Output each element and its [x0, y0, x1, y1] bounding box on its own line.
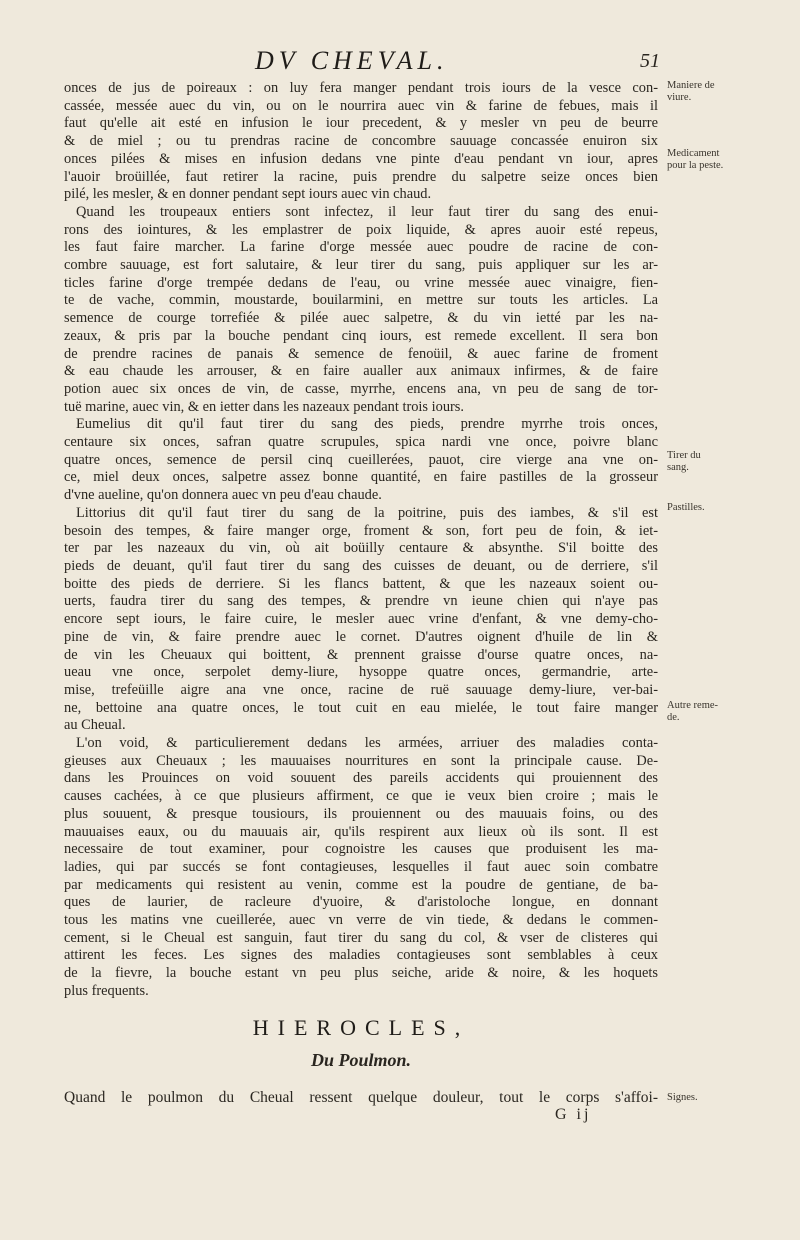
text-line: pilé, les mesler, & en donner pendant sept iours auec vin chaud. — [64, 186, 432, 203]
text-line: tous les matins vne cueillerée, auec vn verre de vin tiede, & dedans le commen- — [64, 912, 658, 929]
text-line: mauuaises eaux, ou du mauuais air, qu'ils respirent aux lieux où ils sont. Il est — [64, 823, 658, 840]
text-line: causes cachées, à ce que plusieurs affirment, ce que ie veux bien croire ; mais le — [64, 788, 658, 805]
text-line: Quand les troupeaux entiers sont infectez, il leur faut tirer du sang des enui- — [76, 203, 658, 220]
section-title: HIEROCLES, — [252, 1015, 470, 1040]
text-line: necessaire de tout examiner, pour cognoistre les causes que produisent les ma- — [64, 841, 658, 858]
margin-note-line: pour la peste. — [667, 160, 724, 171]
running-head: DV CHEVAL. — [255, 46, 449, 75]
text-line: encore sept iours, le faire cuire, le mesler auec vrine d'enfant, & vne demy-cho- — [64, 611, 658, 628]
text-line: uerts, faudra tirer du sang des tempes, & prendre vn ieune chien qui n'aye pas — [64, 593, 658, 610]
margin-note-line: Tirer du — [667, 450, 701, 461]
text-line: centaure six onces, safran quatre scrupules, spica nardi vne once, poivre blanc — [64, 434, 658, 451]
text-line: semence de courge torrefiée & pilée auec salpetre, & du vin ietté par les na- — [64, 310, 658, 327]
section-subtitle: Du Poulmon. — [310, 1050, 412, 1070]
text-line: faut qu'elle ait esté en infusion le iour precedent, & y mesler vn peu de beurre — [64, 115, 658, 132]
paragraph — [64, 505, 658, 735]
paragraph — [64, 204, 658, 416]
paragraph — [64, 416, 658, 505]
text-line: ne, bettoine ana quatre onces, le tout cuit en eau mielée, le tout faire manger — [64, 699, 658, 716]
margin-note-line: Signes. — [667, 1092, 698, 1103]
text-line: te de vache, commin, moustarde, bouilarmini, en mettre sur touts les articles. La — [64, 292, 658, 309]
text-line: & de miel ; ou tu prendras racine de concombre sauuage concassée enuiron six — [64, 133, 658, 150]
margin-note-tirer — [667, 450, 777, 474]
text-line: Eumelius dit qu'il faut tirer du sang des pieds, prendre myrrhe trois onces, — [76, 416, 658, 433]
text-line: Littorius dit qu'il faut tirer du sang de la poitrine, puis des iambes, & s'il est — [76, 504, 658, 521]
text-line: pine de vin, & faire prendre auec le cornet. D'autres oignent d'huile de lin & — [64, 628, 658, 645]
text-line: ter par les nazeaux du vin, où ait boüilly centaure & absynthe. S'il boitte des — [64, 540, 658, 557]
text-line: tuë marine, auec vin, & en ietter dans les nazeaux pendant trois iours. — [64, 398, 465, 415]
text-line: zeaux, & pris par la bouche pendant cinq iours, est remede excellent. Il sera bon — [64, 327, 658, 344]
margin-note-line: viure. — [667, 92, 692, 103]
margin-note-maniere — [667, 80, 777, 104]
text-line: au Cheual. — [64, 717, 126, 734]
margin-note-line: sang. — [667, 462, 689, 473]
main-text-block — [64, 80, 658, 1001]
text-line: combre sauuage, est fort salutaire, & leur tirer du sang, puis appliquer sur les ar- — [64, 257, 658, 274]
text-line: gieuses aux Cheuaux ; les mauuaises nourritures en sont la principale cause. De- — [64, 752, 658, 769]
margin-note-line: Medicament — [667, 148, 720, 159]
text-line: de la fievre, la bouche estant vn peu plus seiche, aride & noire, & les hoquets — [64, 965, 658, 982]
closing-line: Quand le poulmon du Cheual ressent quelque douleur, tout le corps s'affoi- — [64, 1089, 658, 1106]
text-line: & eau chaude les arrouser, & en faire aualler aux animaux infirmes, & de faire — [64, 363, 658, 380]
text-line: attirent les feces. Les signes des maladies contagieuses sont semblables à ceux — [64, 947, 658, 964]
text-line: besoin des tempes, & faire manger orge, froment & son, fort peu de foin, & iet- — [64, 522, 658, 539]
text-line: ticles farine d'orge trempée dedans de l'eau, ou vrine messée auec vinaigre, fien- — [64, 274, 658, 291]
margin-note-pastilles — [667, 502, 777, 514]
paragraph — [64, 735, 658, 1001]
text-line: ques de laurier, de racleure d'yuoire, & d'aristoloche longue, en donnant — [64, 894, 658, 911]
text-line: ladies, qui par succés se font contagieuses, lesquelles il faut auec soin combatre — [64, 858, 658, 875]
text-line: onces de jus de poireaux : on luy fera manger pendant trois iours de la vesce con- — [64, 80, 658, 96]
text-line: rons des iointures, & les emplastrer de poix liquide, & apres auoir esté repeus, — [64, 221, 658, 238]
text-line: plus souuent, & presque tousiours, ils prouiennent ou des mauuais foins, ou des — [64, 805, 658, 822]
text-line: cement, si le Cheual est sanguin, faut tirer du sang du col, & vser de clisteres qui — [64, 929, 658, 946]
text-line: de vin les Cheuaux qui boittent, & prennent graisse d'ourse quatre onces, na- — [64, 646, 658, 663]
signature-mark: G ij — [555, 1106, 592, 1123]
text-line: cassée, messée auec du vin, ou on le nourrira auec vin & farine de febues, mais il — [64, 97, 658, 114]
text-line: de prendre racines de panais & semence de fenoüil, & auec farine de froment — [64, 345, 658, 362]
text-line: d'vne aueline, qu'on donnera auec vn peu d'eau chaude. — [64, 487, 382, 504]
paragraph — [64, 80, 658, 204]
text-line: ce, miel deux onces, salpetre assez bonne quantité, en faire pastilles de la grosseur — [64, 469, 658, 486]
margin-note-line: de. — [667, 712, 680, 723]
text-line: l'auoir broüillée, faut retirer la racine, puis prendre du salpetre seize onces bien — [64, 168, 658, 185]
text-line: quatre onces, semence de persil cinq cueillerées, pauot, cire vierge ana vne on- — [64, 451, 658, 468]
text-line: potion auec six onces de vin, de casse, myrrhe, encens ana, vn peu de sang de tor- — [64, 380, 658, 397]
margin-note-signes — [667, 1092, 777, 1104]
text-line: L'on void, & particulierement dedans les armées, arriuer des maladies conta- — [76, 735, 658, 752]
margin-note-autre — [667, 700, 777, 724]
text-line: les faut faire marcher. La farine d'orge messée auec poudre de racine de con- — [64, 239, 658, 256]
page-header — [60, 40, 660, 80]
text-line: boitte des pieds de derriere. Si les flancs battent, & que les nazeaux soient ou- — [64, 575, 658, 592]
text-line: par medicaments qui resistent au venin, comme est la poudre de gentiane, de ba- — [64, 876, 658, 893]
text-line: onces pilées & mises en infusion dedans vne pinte d'eau pendant vn iour, apres — [64, 150, 658, 167]
text-line: ueau vne once, serpolet demy-liure, hysoppe quatre onces, germandrie, arte- — [64, 664, 658, 681]
text-line: mise, trefeüille aigre ana vne once, racine de ruë sauuage demy-liure, ver-bai- — [64, 681, 658, 698]
text-line: plus frequents. — [64, 982, 149, 999]
text-line: pieds de deuant, qu'il faut tirer du sang des cuisses de deuant, ou de derriere, s'il — [64, 557, 658, 574]
page-number: 51 — [640, 50, 660, 72]
margin-note-line: Maniere de — [667, 80, 715, 91]
margin-note-medicament — [667, 148, 777, 172]
text-line: dans les Prouinces on void souuent des pareils accidents qui prouiennent des — [64, 770, 658, 787]
margin-note-line: Autre reme- — [667, 700, 719, 711]
margin-note-line: Pastilles. — [667, 502, 705, 513]
